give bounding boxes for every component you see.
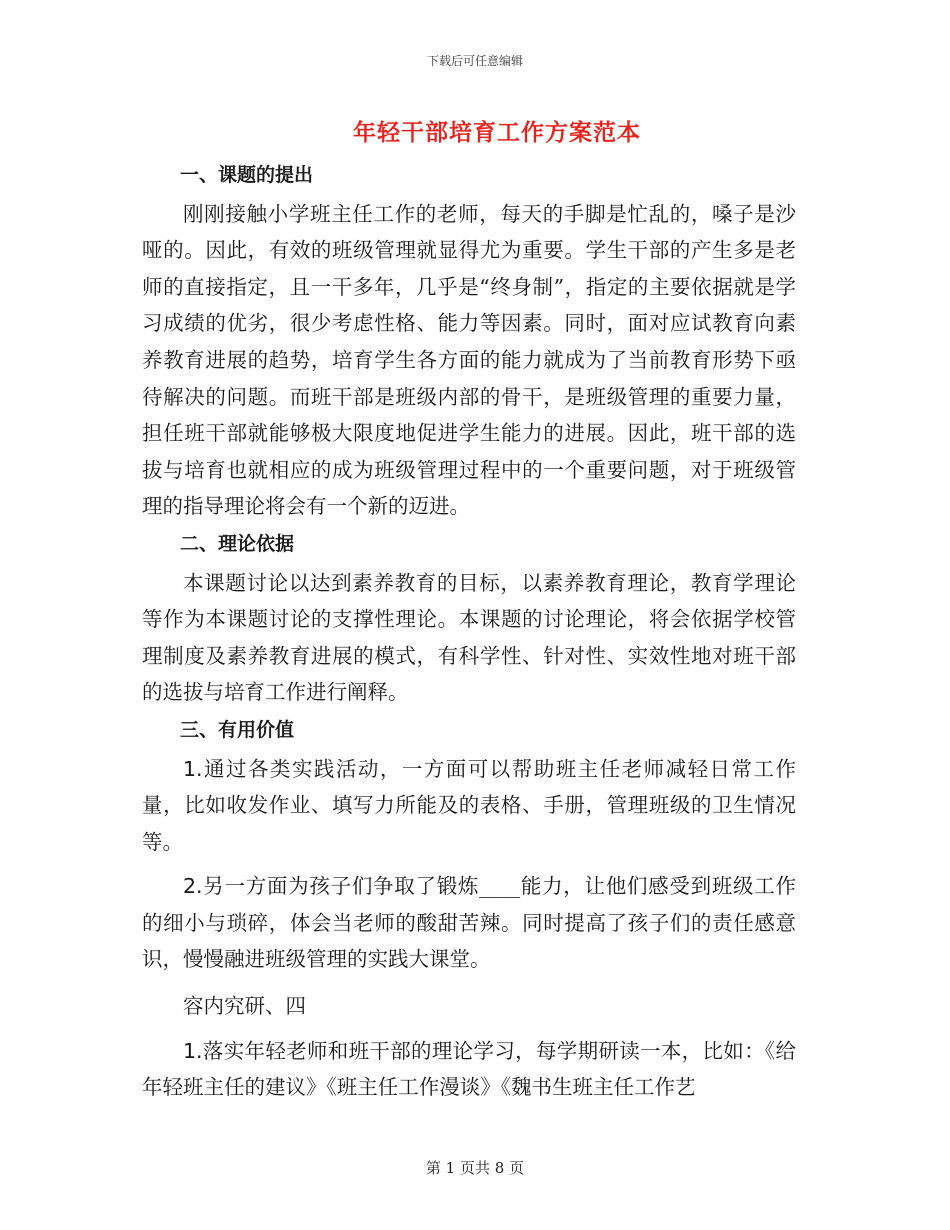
section-heading-1: 一、课题的提出: [180, 164, 314, 186]
section-heading-2: 二、理论依据: [180, 532, 295, 555]
list-item: [142, 751, 796, 861]
list-item: [142, 868, 796, 978]
page-header-note: 下载后可任意编辑: [426, 54, 523, 68]
section-heading-3: 三、有用价值: [180, 718, 295, 741]
list-item-number: 1.: [183, 756, 203, 781]
document-body: [142, 156, 796, 1106]
list-item-text: 通过各类实践活动，一方面可以帮助班主任老师减轻日常工作量，比如收发作业、填写力所能及的表格、手册，管理班级的卫生情况等。: [142, 756, 796, 854]
list-item-number: 2.: [183, 874, 203, 899]
list-item-number: 1.: [183, 1038, 203, 1063]
section-paragraph-2: 本课题讨论以达到素养教育的目标，以素养教育理论，教育学理论等作为本课题讨论的支撑性理论。本课题的讨论理论，将会依据学校管理制度及素养教育进展的模式，有科学性、针对性、实效性地对班干部的选拔与培育工作进行阐释。: [142, 570, 796, 705]
list-item-text: 落实年轻老师和班干部的理论学习，每学期研读一本，比如：《给年轻班主任的建议》《班主任工作漫谈》《魏书生班主任工作艺: [142, 1038, 796, 1100]
section-heading-4: 容内究研、四: [183, 994, 306, 1019]
list-item-text: 另一方面为孩子们争取了锻炼____能力，让他们感受到班级工作的细小与琐碎，体会当老师的酸甜苦辣。同时提高了孩子们的责任感意识，慢慢融进班级管理的实践大课堂。: [142, 874, 796, 972]
page-footer-number: 第 1 页共 8 页: [425, 1159, 525, 1177]
section-paragraph-1: 刚刚接触小学班主任工作的老师，每天的手脚是忙乱的，嗓子是沙哑的。因此，有效的班级管理就显得尤为重要。学生干部的产生多是老师的直接指定，且一干多年，几乎是“终身制”，指定的主要依据就是学习成绩的优劣，很少考虑性格、能力等因素。同时，面对应试教育向素养教育进展的趋势，培育学生各方面的能力就成为了当前教育形势下亟待解决的问题。而班干部是班级内部的骨干，是班级管理的重要力量，担任班干部就能够极大限度地促进学生能力的进展。因此，班干部的选拔与培育也就相应的成为班级管理过程中的一个重要问题，对于班级管理的指导理论将会有一个新的迈进。: [142, 201, 796, 519]
document-title: 年轻干部培育工作方案范本: [353, 119, 641, 146]
list-item: [142, 1033, 796, 1106]
